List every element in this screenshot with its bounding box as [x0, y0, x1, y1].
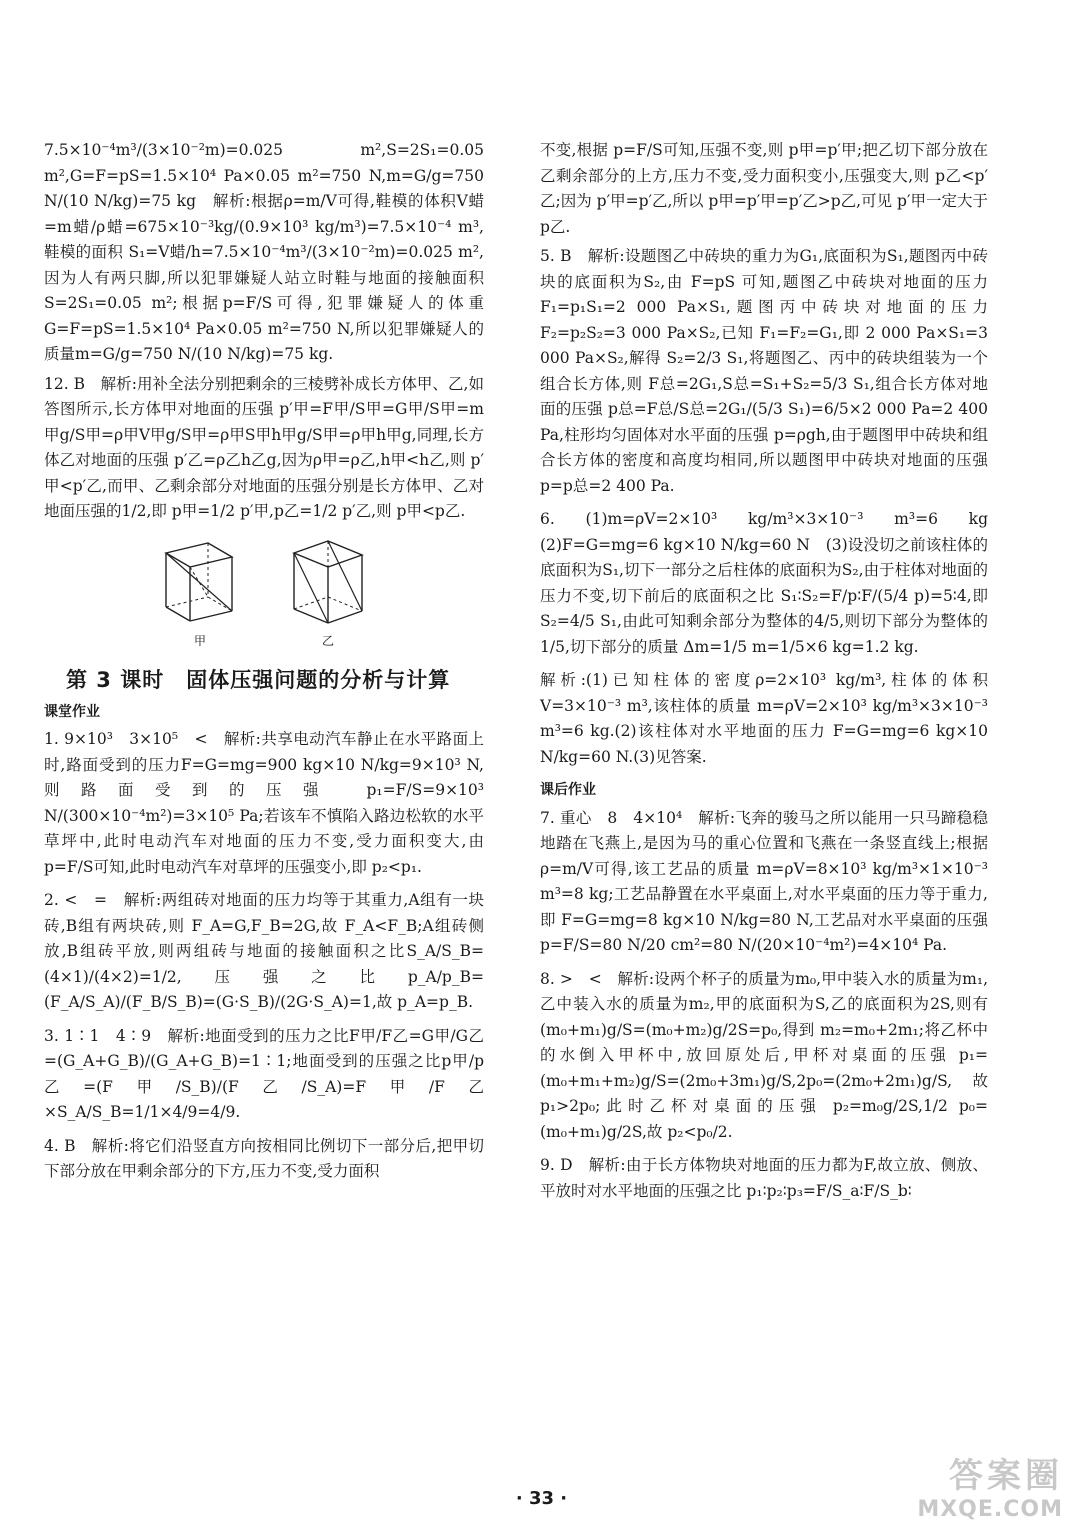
answer-2: 2. < = 解析:两组砖对地面的压力均等于其重力,A组有一块砖,B组有两块砖,则 F_A=G,F_B=2G,故 F_A<F_B;A组砖侧放,B组砖平放,则两组砖与地面的接触面积之比S_A/S_B=(4×1)/(4×2)=1/2,压强之比p_A/p_B=(F_A/S_A)/(F_B/S_B)=(G·S_B)/(2G·S_A)=1,故 p_A=p_B.: [44, 891, 484, 1011]
left-column: [44, 138, 484, 1193]
watermark: [917, 1448, 1063, 1522]
figure-label-yi: 乙: [321, 633, 334, 648]
figure-label-jia: 甲: [193, 633, 206, 648]
answer-6-analysis: 解析:(1)已知柱体的密度ρ=2×10³ kg/m³,柱体的体积V=3×10⁻³ m³,该柱体的质量 m=ρV=2×10³ kg/m³×3×10⁻³ m³=6 kg.(2)该柱体对水平地面的压力 F=G=mg=6 kg×10 N/kg=60 N.(3)见答案.: [540, 671, 988, 766]
answer-8: 8. > < 解析:设两个杯子的质量为m₀,甲中装入水的质量为m₁,乙中装入水的质量为m₂,甲的底面积为S,乙的底面积为2S,则有(m₀+m₁)g/S=(m₀+m₂)g/2S=p₀,得到 m₂=m₀+2m₁;将乙杯中的水倒入甲杯中,放回原处后,甲杯对桌面的压强 p₁=(m₀+m₁+m₂)g/S=(2m₀+3m₁)g/S,2p₀=(2m₀+2m₁)g/S,故 p₁>2p₀;此时乙杯对桌面的压强 p₂=m₀g/2S,1/2 p₀=(m₀+m₁)g/2S,故 p₂<p₀/2.: [540, 969, 988, 1141]
prism-jia-diagram: [160, 535, 240, 627]
figure-yi: [288, 535, 368, 655]
answer-1: 1. 9×10³ 3×10⁵ < 解析:共享电动汽车静止在水平路面上时,路面受到的压力F=G=mg=900 kg×10 N/kg=9×10³ N,则路面受到的压强 p₁=F/S=9×10³ N/(300×10⁻⁴m²)=3×10⁵ Pa;若该车不慎陷入路边松软的水平草坪中,此时电动汽车对地面的压力不变,受力面积变大,由 p=F/S可知,此时电动汽车对草坪的压强变小,即 p₂<p₁.: [44, 730, 484, 876]
answer-11-continued: 7.5×10⁻⁴m³/(3×10⁻²m)=0.025 m²,S=2S₁=0.05 m²,G=F=pS=1.5×10⁴ Pa×0.05 m²=750 N,m=G/g=750 N/(10 N/kg)=75 kg 解析:根据ρ=m/V可得,鞋模的体积V蜡=m蜡/ρ蜡=675×10⁻³kg/(0.9×10³ kg/m³)=7.5×10⁻⁴ m³,鞋模的面积 S₁=V蜡/h=7.5×10⁻⁴m³/(3×10⁻²m)=0.025 m²,因为人有两只脚,所以犯罪嫌疑人站立时鞋与地面的接触面积S=2S₁=0.05 m²;根据p=F/S可得,犯罪嫌疑人的体重G=F=pS=1.5×10⁴ Pa×0.05 m²=750 N,所以犯罪嫌疑人的质量m=G/g=750 N/(10 N/kg)=75 kg.: [44, 141, 484, 363]
homework-header: 课后作业: [540, 782, 596, 798]
page-number: · 33 ·: [515, 1488, 568, 1509]
answer-4-continued: 不变,根据 p=F/S可知,压强不变,则 p甲=p′甲;把乙切下部分放在乙剩余部分的上方,压力不变,受力面积变小,压强变大,则 p乙<p′乙;因为 p′甲=p′乙,所以 p甲=p′甲=p′乙>p乙,可见 p′甲一定大于 p乙.: [540, 141, 988, 236]
answer-5: 5. B 解析:设题图乙中砖块的重力为G₁,底面积为S₁,题图丙中砖块的底面积为S₂,由 F=pS 可知,题图乙中砖块对地面的压力 F₁=p₁S₁=2 000 Pa×S₁,题图丙中砖块对地面的压力 F₂=p₂S₂=3 000 Pa×S₂,已知 F₁=F₂=G₁,即 2 000 Pa×S₁=3 000 Pa×S₂,解得 S₂=2/3 S₁,将题图乙、丙中的砖块组装为一个组合长方体,则 F总=2G₁,S总=S₁+S₂=5/3 S₁,组合长方体对地面的压强 p总=F总/S总=2G₁/(5/3 S₁)=6/5×2 000 Pa=2 400 Pa,柱形均匀固体对水平面的压强 p=ρgh,由于题图甲中砖块和组合长方体的密度和高度均相同,所以题图甲中砖块对地面的压强 p=p总=2 400 Pa.: [540, 247, 988, 495]
prism-yi-diagram: [288, 535, 368, 627]
lesson-title: 第 3 课时 固体压强问题的分析与计算: [66, 668, 451, 692]
figure-jia: [160, 535, 240, 655]
answer-12-figure: [44, 535, 484, 655]
answer-9: 9. D 解析:由于长方体物块对地面的压力都为F,故立放、侧放、平放时对水平地面的压强之比 p₁∶p₂∶p₃=F/S_a∶F/S_b∶: [540, 1156, 988, 1200]
watermark-logo-text: 答案圈: [949, 1456, 1063, 1496]
answer-6: 6. (1)m=ρV=2×10³ kg/m³×3×10⁻³ m³=6 kg (2)F=G=mg=6 kg×10 N/kg=60 N (3)设没切之前该柱体的底面积为S₁,切下一部分之后柱体的底面积为S₂,由于柱体对地面的压力不变,切下前后的底面积之比 S₁∶S₂=F/p∶F/(5/4 p)=5∶4,即 S₂=4/5 S₁,由此可知剩余部分为整体的4/5,则切下部分为整体的1/5,切下部分的质量 Δm=1/5 m=1/5×6 kg=1.2 kg.: [540, 510, 1004, 656]
answer-12: 12. B 解析:用补全法分别把剩余的三棱劈补成长方体甲、乙,如答图所示,长方体甲对地面的压强 p′甲=F甲/S甲=G甲/S甲=m甲g/S甲=ρ甲V甲g/S甲=ρ甲S甲h甲g/S甲=ρ甲h甲g,同理,长方体乙对地面的压强 p′乙=ρ乙h乙g,因为ρ甲=ρ乙,h甲<h乙,则 p′甲<p′乙,而甲、乙剩余部分对地面的压强分别是长方体甲、乙对地面压强的1/2,即 p甲=1/2 p′甲,p乙=1/2 p′乙,则 p甲<p乙.: [44, 374, 484, 520]
answer-7: 7. 重心 8 4×10⁴ 解析:飞奔的骏马之所以能用一只马蹄稳稳地踏在飞燕上,是因为马的重心位置和飞燕在一条竖直线上;根据ρ=m/V可得,该工艺品的质量 m=ρV=8×10³ kg/m³×1×10⁻³ m³=8 kg;工艺品静置在水平桌面上,对水平桌面的压力等于重力,即 F=G=mg=8 kg×10 N/kg=80 N,工艺品对水平桌面的压强 p=F/S=80 N/20 cm²=80 N/(20×10⁻⁴m²)=4×10⁴ Pa.: [540, 808, 988, 954]
classwork-header: 课堂作业: [44, 703, 100, 720]
answer-3: 3. 1∶1 4∶9 解析:地面受到的压力之比F甲/F乙=G甲/G乙=(G_A+G_B)/(G_A+G_B)=1∶1;地面受到的压强之比p甲/p乙=(F甲/S_B)/(F乙/S_A)=F甲/F乙×S_A/S_B=1/1×4/9=4/9.: [44, 1026, 484, 1121]
right-column: [540, 138, 1004, 1212]
watermark-domain: MXQE.COM: [917, 1497, 1063, 1522]
answer-4: 4. B 解析:将它们沿竖直方向按相同比例切下一部分后,把甲切下部分放在甲剩余部分的下方,压力不变,受力面积: [44, 1136, 484, 1180]
